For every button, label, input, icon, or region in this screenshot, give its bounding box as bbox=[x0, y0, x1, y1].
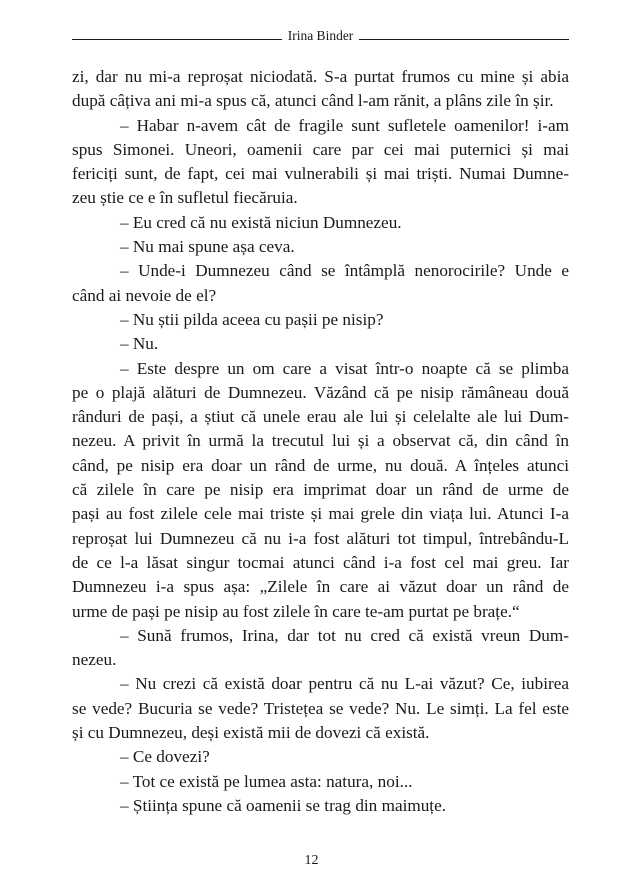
text-line: după câțiva ani mi-a spus că, atunci când l-am rănit, a plâns zile în șir. bbox=[72, 91, 554, 111]
text-line: – Ce dovezi? bbox=[120, 747, 210, 767]
header-rule-right bbox=[359, 38, 569, 40]
text-line: – Știința spune că oamenii se trag din maimuțe. bbox=[120, 795, 447, 815]
running-header bbox=[72, 24, 569, 44]
text-line: când ai nevoie de el? bbox=[72, 285, 217, 305]
text-line: – Eu cred că nu există niciun Dumnezeu. bbox=[120, 212, 402, 232]
text-line: nezeu. A privit în urmă la trecutul lui și a observat că, din când în bbox=[72, 431, 569, 451]
header-rule-left bbox=[72, 38, 282, 40]
text-line: – Tot ce există pe lumea asta: natura, noi... bbox=[120, 771, 413, 791]
text-line: fericiți sunt, de fapt, cei mai vulnerabili și mai triști. Numai Dumne- bbox=[72, 164, 569, 184]
text-line: – Sună frumos, Irina, dar tot nu cred că există vreun Dum- bbox=[120, 625, 569, 645]
text-line: – Unde-i Dumnezeu când se întâmplă nenorocirile? Unde e bbox=[120, 261, 569, 281]
text-line: zeu știe ce e în sufletul fiecăruia. bbox=[72, 188, 298, 208]
text-line: nezeu. bbox=[72, 650, 117, 670]
text-line: zi, dar nu mi-a reproșat niciodată. S-a purtat frumos cu mine și abia bbox=[72, 67, 569, 86]
text-line: de ce l-a lăsat singur tocmai atunci când i-a fost cel mai greu. Iar bbox=[72, 552, 569, 572]
text-line: Dumnezeu i-a spus așa: „Zilele în care ai văzut doar un rând de bbox=[72, 577, 569, 597]
text-line: și cu Dumnezeu, deși există mii de dovezi că există. bbox=[72, 723, 430, 743]
header-author-name: Irina Binder bbox=[287, 28, 354, 43]
text-line: se vede? Bucuria se vede? Tristețea se vede? Nu. Le simți. La fel este bbox=[72, 698, 569, 718]
text-line: când, pe nisip era doar un rând de urme, nu două. A înțeles atunci bbox=[72, 455, 569, 475]
text-line: – Nu mai spune așa ceva. bbox=[120, 237, 295, 257]
text-line: spus Simonei. Uneori, oamenii care par cei mai puternici și mai bbox=[72, 139, 569, 159]
text-line: reproșat lui Dumnezeu că nu i-a fost alături tot timpul, întrebându-L bbox=[72, 528, 569, 548]
body-text bbox=[72, 65, 569, 818]
text-line: – Nu crezi că există doar pentru că nu L-ai văzut? Ce, iubirea bbox=[120, 674, 569, 694]
text-line: pași au fost zilele cele mai triste și mai grele din viața lui. Atunci I-a bbox=[72, 504, 569, 524]
text-line: – Habar n-avem cât de fragile sunt sufletele oamenilor! i-am bbox=[120, 115, 569, 135]
text-line: pe o plajă alături de Dumnezeu. Văzând că pe nisip rămâneau două bbox=[72, 382, 569, 402]
text-line: – Este despre un om care a visat într-o noapte că se plimba bbox=[120, 358, 569, 378]
text-line: urme de pași pe nisip au fost zilele în care te-am purtat pe brațe.“ bbox=[72, 601, 520, 621]
text-line: că zilele în care pe nisip era imprimat doar un rând de urme de bbox=[72, 480, 569, 500]
page-number: 12 bbox=[304, 853, 319, 868]
text-line: – Nu. bbox=[120, 334, 159, 354]
text-line: – Nu știi pilda aceea cu pașii pe nisip? bbox=[120, 309, 384, 329]
text-line: rânduri de pași, a știut că unele erau ale lui și celelalte ale lui Dum- bbox=[72, 407, 569, 427]
